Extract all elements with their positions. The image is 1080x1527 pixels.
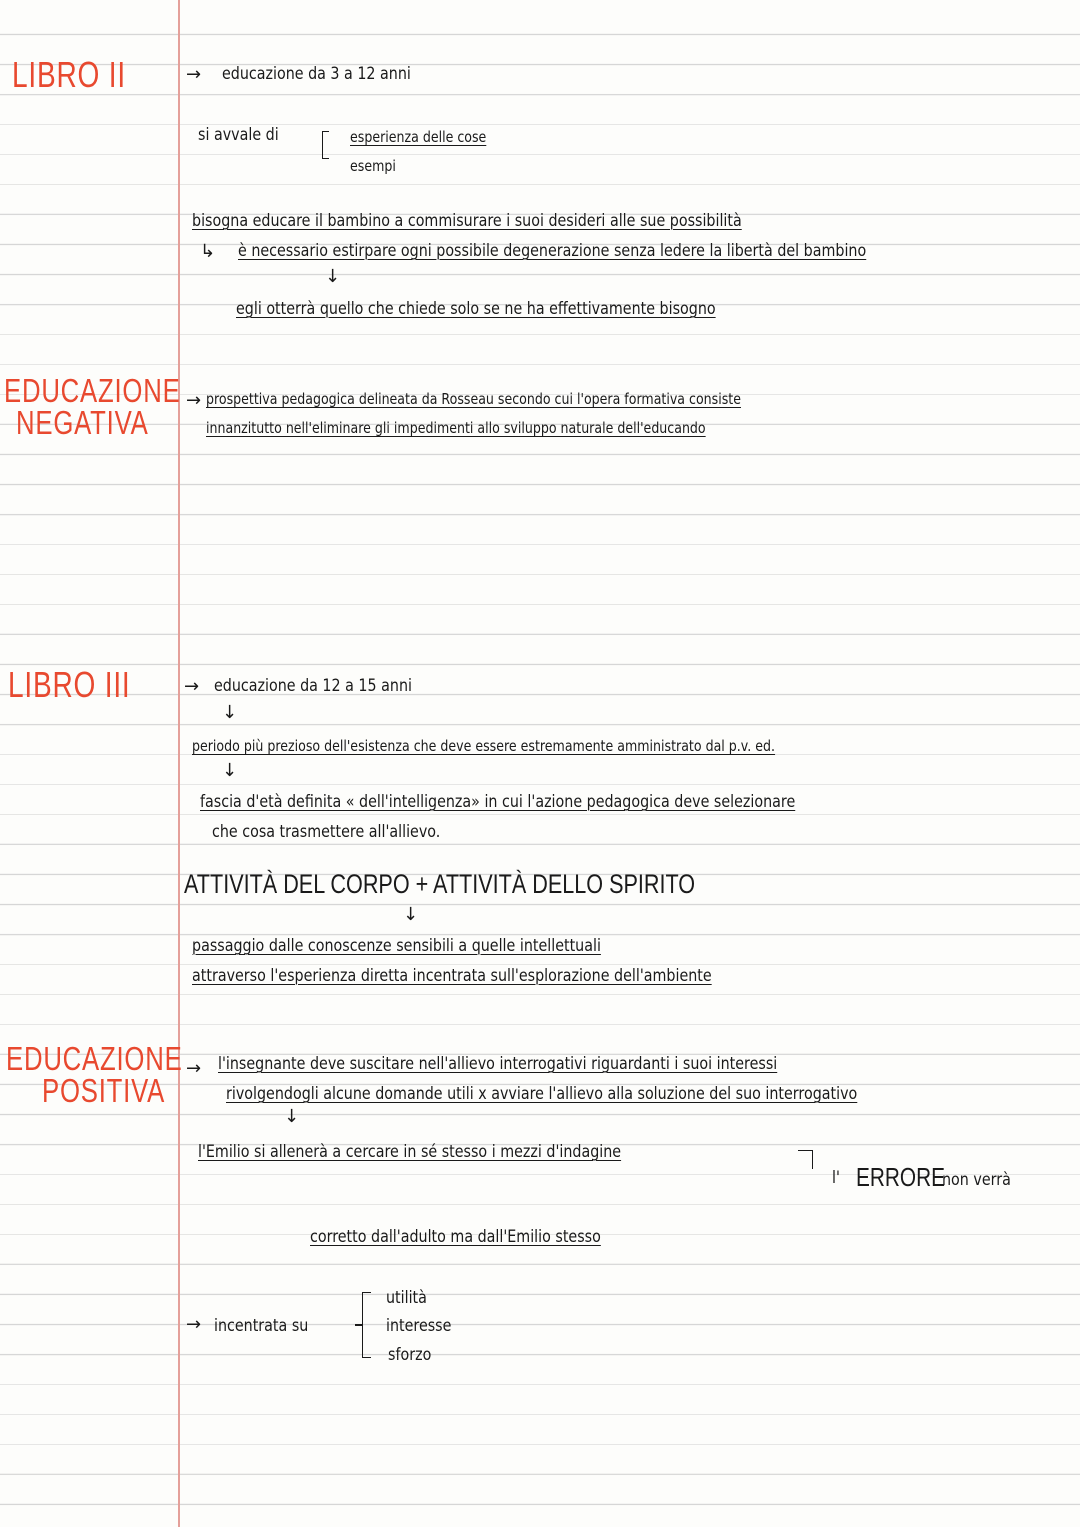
- incentrata-item-3: sforzo: [388, 1345, 432, 1365]
- hook-arrow-icon: ↳: [200, 241, 216, 262]
- incentrata-item-2: interesse: [386, 1316, 452, 1336]
- passaggio-line-1: passaggio dalle conoscenze sensibili a quelle intellettuali: [192, 936, 601, 956]
- bracket-icon: [322, 131, 329, 159]
- avvale-item-1: esperienza delle cose: [350, 128, 487, 146]
- attivita-title: ATTIVITÀ DEL CORPO + ATTIVITÀ DELLO SPIRITO: [184, 869, 696, 899]
- incentrata-label: incentrata su: [214, 1316, 309, 1336]
- negativa-line-2: innanzitutto nell'eliminare gli impedimenti allo sviluppo naturale dell'educando: [206, 419, 706, 437]
- down-arrow-icon: ↓: [325, 266, 341, 287]
- corner-arrow-icon: [798, 1150, 813, 1169]
- incentrata-item-1: utilità: [386, 1288, 427, 1308]
- bisogna-text: bisogna educare il bambino a commisurare i suoi desideri alle sue possibilità: [192, 211, 742, 231]
- avvale-label: si avvale di: [198, 125, 279, 145]
- avvale-item-2: esempi: [350, 157, 396, 175]
- libro3-age: educazione da 12 a 15 anni: [214, 676, 412, 696]
- bracket-icon: [362, 1292, 371, 1358]
- down-arrow-icon: ↓: [222, 760, 238, 781]
- corretto-text: corretto dall'adulto ma dall'Emilio stesso: [310, 1227, 601, 1247]
- down-arrow-icon: ↓: [222, 702, 238, 723]
- heading-libro-2: LIBRO II: [12, 54, 126, 95]
- periodo-text: periodo più prezioso dell'esistenza che deve essere estremamente amministrato dal p.v. ed.: [192, 737, 776, 755]
- errore-prefix: l': [832, 1168, 840, 1188]
- necessario-text: è necessario estirpare ogni possibile degenerazione senza ledere la libertà del bambino: [238, 241, 867, 261]
- emilio-text: l'Emilio si allenerà a cercare in sé stesso i mezzi d'indagine: [198, 1142, 622, 1162]
- right-arrow-icon: →: [186, 1058, 202, 1079]
- heading-educazione-negativa-1: EDUCAZIONE: [4, 372, 181, 409]
- libro2-age: educazione da 3 a 12 anni: [222, 64, 411, 84]
- otterra-text: egli otterrà quello che chiede solo se ne ha effettivamente bisogno: [236, 299, 716, 319]
- heading-educazione-negativa-2: NEGATIVA: [16, 404, 149, 441]
- errore-suffix: non verrà: [942, 1170, 1011, 1190]
- right-arrow-icon: →: [186, 390, 202, 411]
- passaggio-line-2: attraverso l'esperienza diretta incentrata sull'esplorazione dell'ambiente: [192, 966, 712, 986]
- right-arrow-icon: →: [186, 1314, 202, 1335]
- margin-line: [178, 0, 180, 1527]
- fascia-line-2: che cosa trasmettere all'allievo.: [212, 822, 441, 842]
- positiva-line-1: l'insegnante deve suscitare nell'allievo interrogativi riguardanti i suoi interessi: [218, 1054, 778, 1074]
- right-arrow-icon: →: [186, 64, 202, 85]
- heading-libro-3: LIBRO III: [8, 664, 131, 705]
- right-arrow-icon: →: [184, 676, 200, 697]
- down-arrow-icon: ↓: [403, 904, 419, 925]
- fascia-line-1: fascia d'età definita « dell'intelligenza» in cui l'azione pedagogica deve selezionare: [200, 792, 796, 812]
- heading-educazione-positiva-2: POSITIVA: [42, 1072, 166, 1109]
- positiva-line-2: rivolgendogli alcune domande utili x avviare l'allievo alla soluzione del suo interrogativo: [226, 1084, 858, 1104]
- negativa-line-1: prospettiva pedagogica delineata da Rosseau secondo cui l'opera formativa consiste: [206, 390, 741, 408]
- down-arrow-icon: ↓: [284, 1106, 300, 1127]
- errore-word: ERRORE: [856, 1162, 945, 1192]
- heading-educazione-positiva-1: EDUCAZIONE: [6, 1040, 183, 1077]
